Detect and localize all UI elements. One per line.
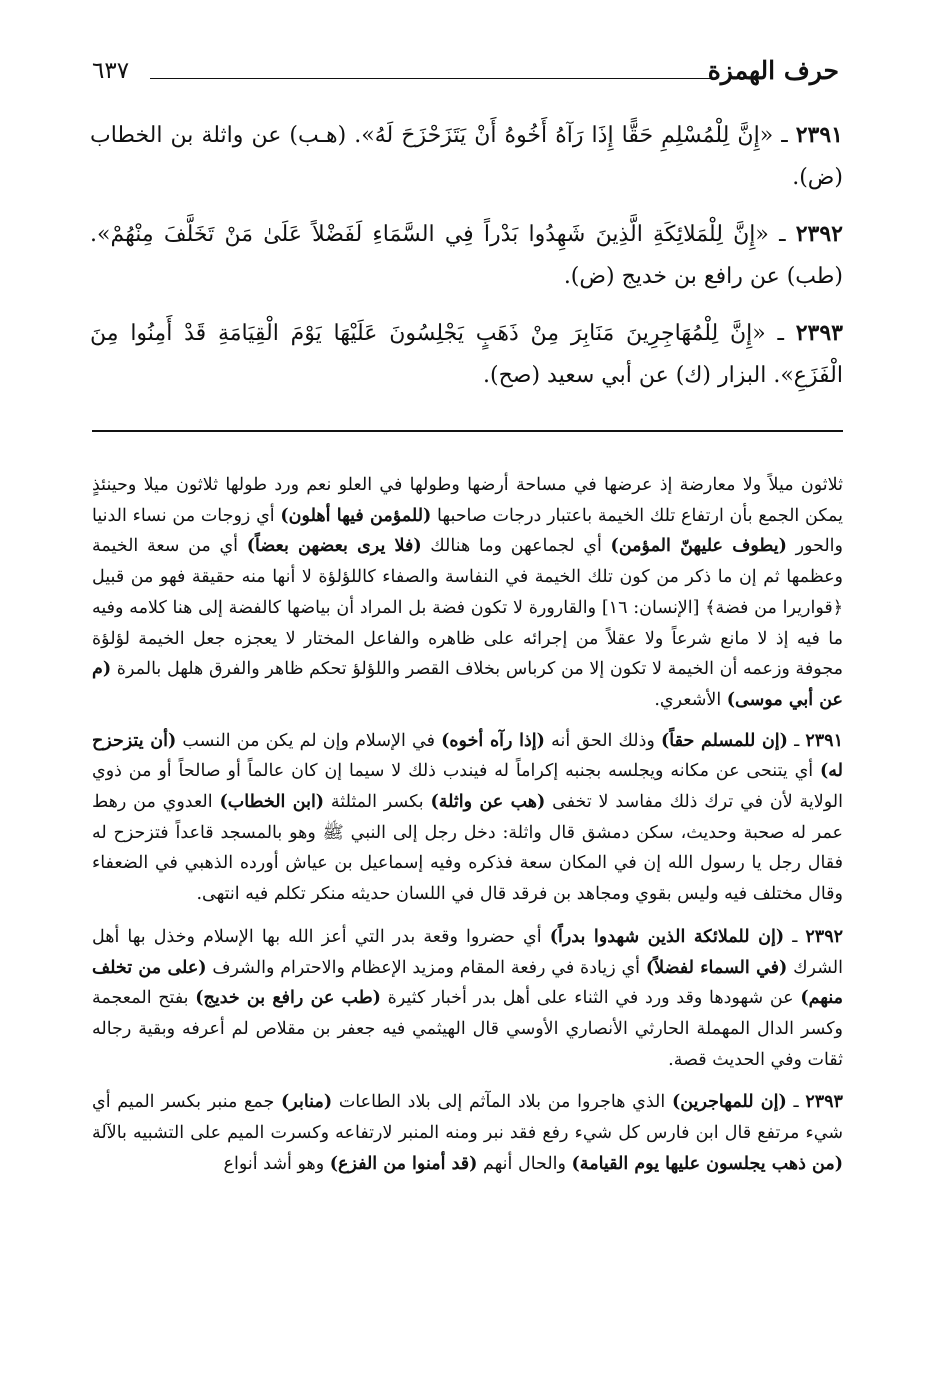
commentary-section <box>92 470 843 1191</box>
hadith-2393 <box>90 312 843 397</box>
commentary-text: جمع منبر بكسر الميم أي شيء مرتفع قال ابن فارس كل شيء رفع فقد نبر ومنه المنبر لارتفاعه وكسرت الميم على التشبيه بالآلة <box>92 1092 843 1144</box>
bold-quote: (ابن الخطاب) <box>219 792 325 813</box>
bold-quote: (للمؤمن فيها أهلون) <box>280 505 432 526</box>
hadith-text: ـ «إِنَّ لِلْمُهَاجِرِينَ مَنَابِرَ مِنْ ذَهَبٍ يَجْلِسُونَ عَلَيْهَا يَوْمَ الْقِيَامَةِ قَدْ أَمِنُوا مِنَ الْفَزَعِ». البزار (ك) عن أبي سعيد (صح). <box>90 321 843 388</box>
hadith-number: ٢٣٩٣ <box>795 320 843 346</box>
commentary-text: الذي هاجروا من بلاد المآثم إلى بلاد الطاعات <box>332 1092 672 1113</box>
commentary-text: في الإسلام وإن لم يكن من النسب <box>176 730 442 751</box>
page-number: ٦٣٧ <box>92 58 130 84</box>
commentary-text: ثلاثون ميلاً ولا معارضة إذ عرضها في مساحة أرضها وطولها في العلو نعم ورد طولها ثلاثون ميلا وحينئذٍ يمكن الجمع بأن ارتفاع تلك الخيمة باعتبار درجات صاحبها <box>92 475 843 526</box>
bold-quote: (م عن أبي موسى) <box>92 659 843 710</box>
commentary-text: والحال أنهم <box>477 1153 572 1174</box>
bold-quote: ٢٣٩١ <box>805 730 843 751</box>
bold-quote: (على من تخلف منهم) <box>92 957 843 1009</box>
hadith-2392 <box>90 213 843 298</box>
bold-quote: (قد أمنوا من الفزع) <box>329 1153 478 1174</box>
commentary-text: أي زيادة في رفعة المقام ومزيد الإعظام والاحترام والشرف <box>206 957 646 978</box>
bold-quote: (فلا يرى بعضهن بعضاً) <box>246 536 422 557</box>
commentary-text: أي حضروا وقعة بدر التي أعز الله بها الإسلام وخذل بها أهل الشرك <box>92 926 844 978</box>
section-divider <box>92 430 843 432</box>
commentary-text: أي يتنحى عن مكانه ويجلسه بجنبه إكراماً له فيندب ذلك لا سيما إن كان عالماً أو صالحاً أو من ذوي الولاية لأن في ترك ذلك مفاسد لا تخفى <box>92 761 844 813</box>
bold-quote: ٢٣٩٣ <box>805 1092 843 1113</box>
commentary-2392 <box>92 922 843 1076</box>
chapter-title: حرف الهمزة <box>707 56 839 85</box>
hadith-text: ـ «إِنَّ لِلْمَلائِكَةِ الَّذِينَ شَهِدُوا بَدْراً فِي السَّمَاءِ لَفَضْلاً عَلَىٰ مَنْ تَخَلَّفَ مِنْهُمْ». (طب) عن رافع بن خديج (ض). <box>90 222 843 289</box>
hadith-text-section <box>90 114 843 411</box>
commentary-text: وذلك الحق أنه <box>544 730 662 751</box>
commentary-text: عن شهودها وقد ورد في الثناء على أهل بدر أخبار كثيرة <box>380 988 801 1009</box>
commentary-text: ـ <box>786 1092 806 1113</box>
commentary-text: الأشعري. <box>654 689 727 710</box>
bold-quote: (إن للملائكة الذين شهدوا بدراً) <box>549 926 785 947</box>
bold-quote: (إن للمهاجرين) <box>671 1092 787 1113</box>
bold-quote: (في السماء لفضلاً) <box>645 957 788 978</box>
commentary-2391 <box>92 726 843 910</box>
commentary-text: أي لجماعهن وما هنالك <box>421 536 611 557</box>
bold-quote: (طب عن رافع بن خديج) <box>195 988 381 1009</box>
bold-quote: (إذا رآه أخوه) <box>441 730 545 751</box>
bold-quote: (يطوف عليهنّ المؤمن) <box>610 536 787 557</box>
commentary-text: العدوي من رهط عمر له صحبة وحديث، سكن دمشق قال واثلة: دخل رجل إلى النبي ﷺ وهو بالمسجد قاعداً فتزحزح له فقال رجل يا رسول الله إن في المكان سعة فذكره وفيه إسماعيل بن عياش أورده الذهبي في الضعفاء وقال مختلف فيه وليس بقوي ومجاهد بن فرقد قال في اللسان حديثه منكر تكلم فيه انتهى. <box>92 792 843 905</box>
commentary-text: ـ <box>784 926 806 947</box>
commentary-2393 <box>92 1087 843 1179</box>
commentary-text: بفتح المعجمة وكسر الدال المهملة الحارثي الأنصاري الأوسي قال الهيثمي فيه جعفر بن مقلاص لم أعرفه وبقية رجاله ثقات وفي الحديث قصة. <box>92 988 843 1070</box>
bold-quote: (منابر) <box>281 1092 333 1113</box>
hadith-number: ٢٣٩٢ <box>795 221 843 247</box>
commentary-text: أي زوجات من نساء الدنيا والحور <box>92 505 843 557</box>
hadith-2391 <box>90 114 843 199</box>
bold-quote: (هب عن واثلة) <box>430 792 546 813</box>
bold-quote: (إن للمسلم حقاً) <box>661 730 788 751</box>
page-header <box>92 56 839 96</box>
commentary-text: وهو أشد أنواع <box>223 1153 330 1174</box>
commentary-text: ـ <box>787 730 806 751</box>
hadith-number: ٢٣٩١ <box>795 122 843 148</box>
bold-quote: ٢٣٩٢ <box>805 926 843 947</box>
bold-quote: (من ذهب يجلسون عليها يوم القيامة) <box>571 1153 843 1174</box>
bold-quote: (أن يتزحزح له) <box>92 730 843 782</box>
header-rule <box>150 78 711 79</box>
hadith-text: ـ «إِنَّ لِلْمُسْلِمِ حَقًّا إِذَا رَآهُ أَخُوهُ أَنْ يَتَزَحْزَحَ لَهُ». (هـب) عن واثلة بن الخطاب (ض). <box>90 123 843 190</box>
commentary-continuation <box>92 470 843 716</box>
commentary-text: أي من سعة الخيمة وعظمها ثم إن ما ذكر من كون تلك الخيمة في النفاسة والصفاء كاللؤلؤة لا أنها منه حقيقة فهو من قبيل ﴿قواريرا من فضة﴾ [الإنسان: ١٦] والقارورة لا تكون فضة بل المراد أن بياضها كالفضة إلى هنا كلامه وفيه ما فيه إذ لا مانع شرعاً ولا عقلاً من إجرائه على ظاهره والفاعل المختار لا يعجزه جعل الخيمة لؤلؤة مجوفة وزعمه أن الخيمة لا تكون إلا من كرباس بخلاف القصر واللؤلؤ تحكم ظاهر والفرق هلهل بالمرة <box>92 536 844 680</box>
commentary-text: بكسر المثلثة <box>324 792 431 813</box>
